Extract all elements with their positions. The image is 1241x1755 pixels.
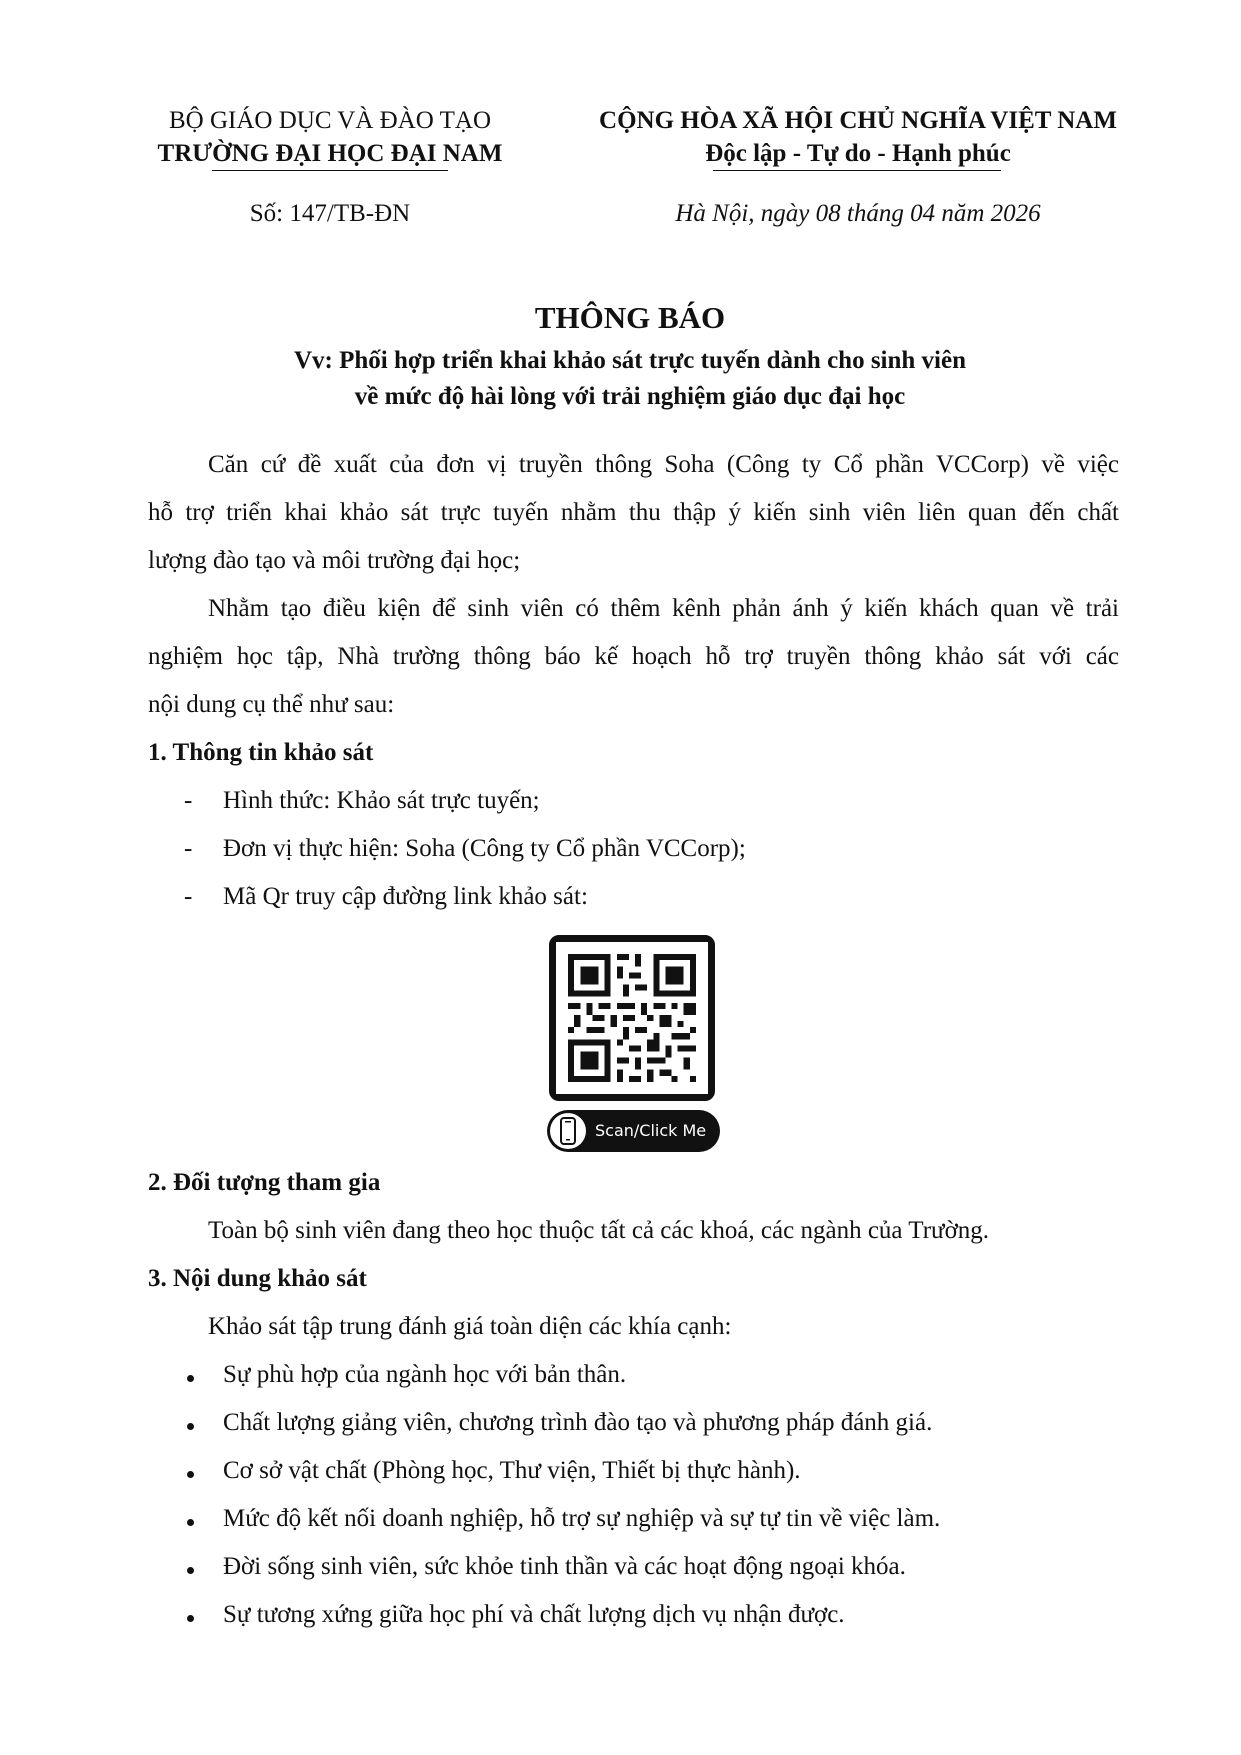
list-item: Sự phù hợp của ngành học với bản thân. [223,1361,627,1388]
list-item: Sự tương xứng giữa học phí và chất lượng dịch vụ nhận được. [223,1601,845,1628]
bullet-icon [187,1471,194,1478]
intro-paragraph-2-line-3: nội dung cụ thể như sau: [148,691,395,718]
phone-icon [550,1113,586,1149]
dash-icon: - [184,835,193,862]
dash-icon: - [184,787,193,814]
document-number: Số: 147/TB-ĐN [249,200,411,227]
bullet-icon [187,1375,194,1382]
scan-click-label: Scan/Click Me [595,1121,707,1140]
university-name: TRƯỜNG ĐẠI HỌC ĐẠI NAM [157,140,503,167]
bullet-icon [187,1615,194,1622]
section-1-heading: 1. Thông tin khảo sát [148,739,374,766]
list-item: Đời sống sinh viên, sức khỏe tinh thần và các hoạt động ngoại khóa. [223,1553,906,1580]
section-2-text: Toàn bộ sinh viên đang theo học thuộc tất cả các khoá, các ngành của Trường. [208,1217,990,1244]
intro-paragraph-2-line-1: Nhằm tạo điều kiện để sinh viên có thêm kênh phản ánh ý kiến khách quan về trải [208,595,1119,622]
survey-organizer-item: Đơn vị thực hiện: Soha (Công ty Cổ phần VCCorp); [223,835,746,862]
university-underline [212,170,448,171]
survey-format-item: Hình thức: Khảo sát trực tuyến; [223,787,540,814]
qr-code[interactable] [549,935,715,1101]
list-item: Mức độ kết nối doanh nghiệp, hỗ trợ sự nghiệp và sự tự tin về việc làm. [223,1505,941,1532]
intro-paragraph-1-line-3: lượng đào tạo và môi trường đại học; [148,547,521,574]
survey-qr-item: Mã Qr truy cập đường link khảo sát: [223,883,588,910]
list-item: Chất lượng giảng viên, chương trình đào tạo và phương pháp đánh giá. [223,1409,933,1436]
section-3-intro: Khảo sát tập trung đánh giá toàn diện các khía cạnh: [208,1313,732,1340]
qr-code-icon [556,942,708,1094]
bullet-icon [187,1519,194,1526]
list-item: Cơ sở vật chất (Phòng học, Thư viện, Thiết bị thực hành). [223,1457,801,1484]
intro-paragraph-1-line-2: hỗ trợ triển khai khảo sát trực tuyến nhằm thu thập ý kiến sinh viên liên quan đến chất [148,499,1119,526]
intro-paragraph-2-line-2: nghiệm học tập, Nhà trường thông báo kế hoạch hỗ trợ truyền thông khảo sát với các [148,643,1119,670]
intro-paragraph-1-line-1: Căn cứ đề xuất của đơn vị truyền thông Soha (Công ty Cổ phần VCCorp) về việc [208,451,1119,478]
subject-line-1: Vv: Phối hợp triển khai khảo sát trực tuyến dành cho sinh viên [293,347,967,374]
section-3-heading: 3. Nội dung khảo sát [148,1265,367,1292]
dash-icon: - [184,883,193,910]
motto-underline [713,170,1001,171]
ministry-name: BỘ GIÁO DỤC VÀ ĐÀO TẠO [169,107,491,134]
document-date: Hà Nội, ngày 08 tháng 04 năm 2026 [675,200,1041,227]
scan-click-button[interactable] [547,1110,720,1152]
national-motto: Độc lập - Tự do - Hạnh phúc [705,140,1011,167]
section-2-heading: 2. Đối tượng tham gia [148,1169,381,1196]
document-title: THÔNG BÁO [534,300,726,335]
subject-line-2: về mức độ hài lòng với trải nghiệm giáo dục đại học [354,383,906,410]
phone-icon-circle [550,1113,586,1149]
bullet-icon [187,1567,194,1574]
bullet-icon [187,1423,194,1430]
national-title: CỘNG HÒA XÃ HỘI CHỦ NGHĨA VIỆT NAM [599,107,1117,134]
